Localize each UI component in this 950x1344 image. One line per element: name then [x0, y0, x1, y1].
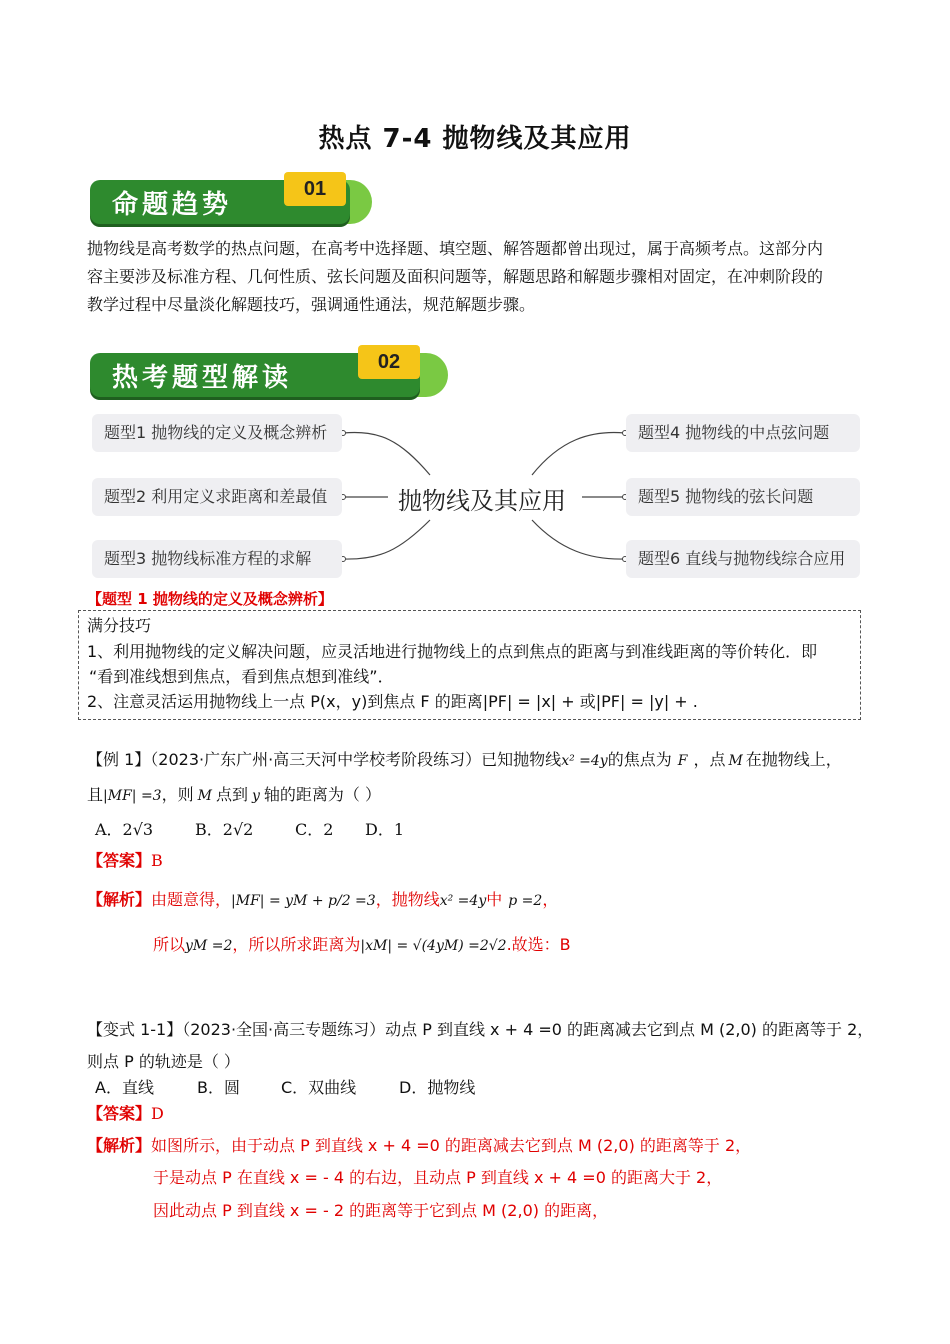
example-text: 的焦点为	[607, 750, 672, 769]
answer-tag: 【答案】	[87, 1104, 152, 1123]
mindmap-node-topic1: 题型1 抛物线的定义及概念辨析	[92, 414, 342, 452]
answer-value: D	[151, 1104, 164, 1123]
answer-tag: 【答案】	[87, 851, 152, 870]
option-d: D．1	[365, 820, 405, 839]
math-symbol: M	[197, 788, 212, 804]
option-a: A．直线	[95, 1078, 154, 1097]
variant1-analysis-line1	[87, 1134, 751, 1158]
variant1-stem-line1	[87, 1018, 887, 1042]
intro-line: 教学过程中尽量淡化解题技巧，强调通性通法，规范解题步骤。	[87, 295, 536, 314]
mindmap-node-topic4: 题型4 抛物线的中点弦问题	[626, 414, 860, 452]
example-text: 在抛物线上，	[745, 750, 842, 769]
mindmap-node-topic3: 题型3 抛物线标准方程的求解	[92, 540, 342, 578]
analysis-text: 所以	[153, 935, 186, 954]
example-source: （2023·广东广州·高三天河中学校考阶段练习）已知抛物线	[150, 750, 562, 769]
variant1-answer	[87, 1102, 164, 1126]
analysis-tag: 【解析】	[87, 890, 152, 909]
page-title: 热点 7-4 抛物线及其应用	[318, 124, 632, 154]
example-text: ，点	[693, 750, 726, 769]
math-expression: |xM| = √(4yM) =2√2	[360, 938, 507, 954]
tips-line: 1、利用抛物线的定义解决问题，应灵活地进行抛物线上的点到焦点的距离与到准线距离的等价转化．即	[87, 642, 818, 661]
example-tag: 【例 1】	[87, 750, 151, 769]
math-expression: |MF| = yM + p/2 =3	[231, 893, 376, 909]
option-a: A．2√3	[95, 820, 154, 839]
tips-title: 满分技巧	[87, 616, 152, 635]
tips-line: “看到准线想到焦点，看到焦点想到准线”．	[89, 667, 394, 686]
example1-analysis-line2	[153, 933, 571, 958]
section-label: 命题趋势	[112, 190, 233, 220]
mindmap-node-topic2: 题型2 利用定义求距离和差最值	[92, 478, 342, 516]
example-text: 轴的距离为（ ）	[263, 785, 381, 804]
option-c: C．双曲线	[281, 1078, 357, 1097]
variant-text: （2023·全国·高三专题练习）动点 P 到直线 x + 4 =0 的距离减去它到点 M (2,0) 的距离等于 2，	[182, 1020, 874, 1039]
analysis-tag: 【解析】	[87, 1136, 152, 1155]
option-c: C．2	[295, 820, 334, 839]
intro-line: 抛物线是高考数学的热点问题，在高考中选择题、填空题、解答题都曾出现过，属于高频考点。这部分内	[87, 239, 824, 258]
tips-line: 2、注意灵活运用抛物线上一点 P(x，y)到焦点 F 的距离|PF| = |x| + 或|PF| = |y| + .	[87, 692, 698, 711]
option-b: B．圆	[197, 1078, 240, 1097]
example1-answer	[87, 849, 163, 873]
example1-stem-line1	[87, 748, 877, 773]
variant1-analysis-line2: 于是动点 P 在直线 x = - 4 的右边，且动点 P 到直线 x + 4 =0 的距离大于 2，	[153, 1168, 723, 1187]
math-expression: x² =4y	[439, 893, 487, 909]
analysis-text: ，所以所求距离为	[232, 935, 361, 954]
example-text: 点到	[215, 785, 248, 804]
analysis-text: ，	[542, 890, 559, 909]
math-symbol: y	[251, 788, 260, 804]
math-symbol: F	[677, 753, 688, 769]
answer-value: B	[151, 851, 163, 870]
analysis-text: 如图所示，由于动点 P 到直线 x + 4 =0 的距离减去它到点 M (2,0) 的距离等于 2，	[151, 1136, 752, 1155]
section-number: 01	[284, 172, 346, 206]
section-banner-trend	[90, 172, 372, 224]
section-label: 热考题型解读	[112, 363, 293, 393]
example1-analysis-line1	[87, 888, 558, 913]
variant-tag: 【变式 1-1】	[87, 1020, 183, 1039]
option-b: B．2√2	[195, 820, 254, 839]
example1-options	[95, 818, 404, 842]
section-banner-types	[90, 345, 448, 397]
analysis-text: 由题意得，	[151, 890, 232, 909]
analysis-text: 中	[486, 890, 503, 909]
example-text: ，则	[161, 785, 194, 804]
tips-content	[87, 614, 857, 714]
analysis-text: .故选：B	[506, 935, 571, 954]
variant1-analysis-line3: 因此动点 P 到直线 x = - 2 的距离等于它到点 M (2,0) 的距离，	[153, 1201, 609, 1220]
intro-paragraph	[87, 235, 867, 319]
section-number: 02	[358, 345, 420, 379]
intro-line: 容主要涉及标准方程、几何性质、弦长问题及面积问题等，解题思路和解题步骤相对固定，在冲刺阶段的	[87, 267, 824, 286]
math-symbol: M	[728, 753, 743, 769]
variant1-stem-line2: 则点 P 的轨迹是（ ）	[87, 1052, 240, 1071]
topic1-heading: 【题型 1 抛物线的定义及概念辨析】	[87, 590, 333, 608]
example-text: 且	[87, 785, 104, 804]
mindmap-node-topic5: 题型5 抛物线的弦长问题	[626, 478, 860, 516]
mindmap-center: 抛物线及其应用	[398, 487, 566, 515]
example1-stem-line2	[87, 783, 381, 808]
analysis-text: ，抛物线	[375, 890, 440, 909]
math-expression: yM =2	[185, 938, 233, 954]
option-d: D．抛物线	[399, 1078, 476, 1097]
mindmap-node-topic6: 题型6 直线与抛物线综合应用	[626, 540, 860, 578]
math-expression: p =2	[508, 893, 543, 909]
math-expression: |MF| =3	[103, 788, 162, 804]
math-expression: x² =4y	[561, 753, 608, 769]
variant1-options	[95, 1076, 475, 1100]
